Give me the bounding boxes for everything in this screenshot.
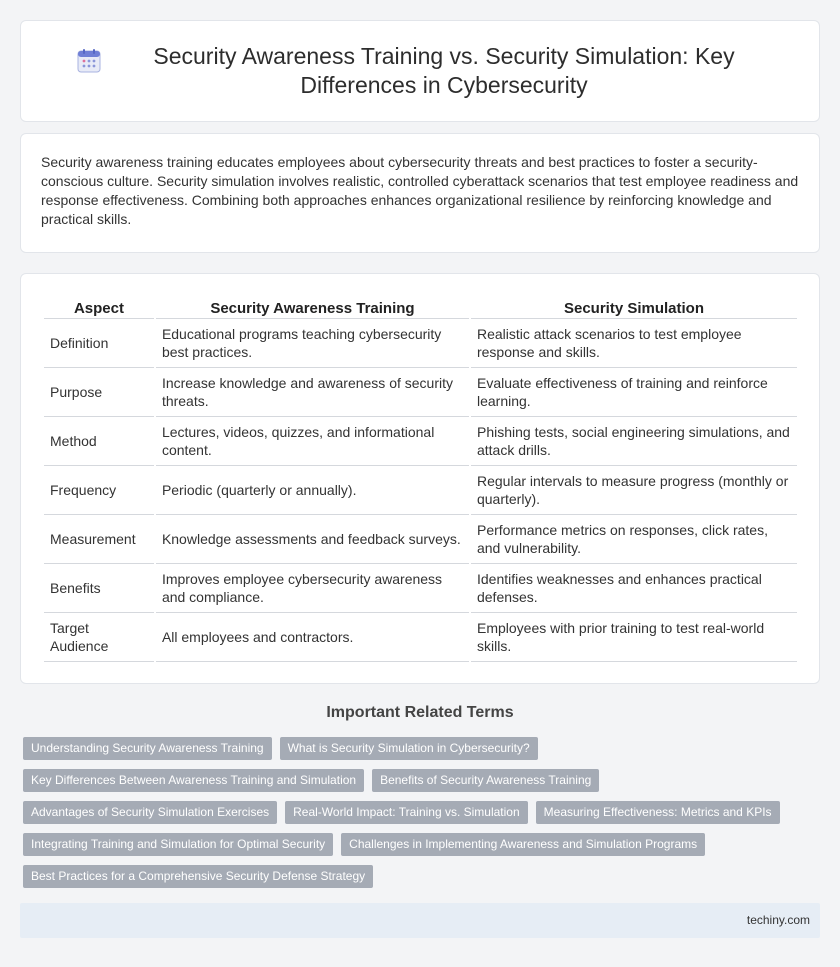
simulation-cell: Realistic attack scenarios to test employee response and skills. bbox=[471, 319, 797, 368]
table-header-row bbox=[44, 294, 797, 319]
comparison-card bbox=[20, 273, 820, 684]
related-terms-list bbox=[23, 737, 803, 888]
table-row bbox=[44, 319, 797, 368]
training-cell: Increase knowledge and awareness of security threats. bbox=[156, 368, 469, 417]
aspect-cell: Measurement bbox=[44, 515, 154, 564]
related-term-tag[interactable]: What is Security Simulation in Cybersecurity? bbox=[280, 737, 538, 760]
training-cell: Periodic (quarterly or annually). bbox=[156, 466, 469, 515]
header-card bbox=[20, 20, 820, 122]
column-header-training: Security Awareness Training bbox=[156, 294, 469, 319]
aspect-cell: Target Audience bbox=[44, 613, 154, 662]
footer bbox=[20, 903, 820, 938]
related-term-tag[interactable]: Integrating Training and Simulation for Optimal Security bbox=[23, 833, 333, 856]
intro-text: Security awareness training educates employees about cybersecurity threats and best practices to foster a security-conscious culture. Security simulation involves realistic, controlled cyberattack scenarios that test employee readiness and response effectiveness. Combining both approaches enhances organizational resilience by reinforcing knowledge and practical skills. bbox=[41, 154, 799, 227]
related-term-tag[interactable]: Challenges in Implementing Awareness and Simulation Programs bbox=[341, 833, 705, 856]
table-row bbox=[44, 564, 797, 613]
related-term-tag[interactable]: Key Differences Between Awareness Training and Simulation bbox=[23, 769, 364, 792]
aspect-cell: Method bbox=[44, 417, 154, 466]
related-terms-title: Important Related Terms bbox=[326, 704, 514, 721]
table-row bbox=[44, 613, 797, 662]
aspect-cell: Benefits bbox=[44, 564, 154, 613]
footer-site-link[interactable]: techiny.com bbox=[746, 913, 810, 927]
table-row bbox=[44, 466, 797, 515]
training-cell: Lectures, videos, quizzes, and informational content. bbox=[156, 417, 469, 466]
training-cell: All employees and contractors. bbox=[156, 613, 469, 662]
calendar-icon bbox=[76, 48, 102, 74]
related-term-tag[interactable]: Advantages of Security Simulation Exercises bbox=[23, 801, 277, 824]
simulation-cell: Performance metrics on responses, click rates, and vulnerability. bbox=[471, 515, 797, 564]
column-header-simulation: Security Simulation bbox=[471, 294, 797, 319]
simulation-cell: Evaluate effectiveness of training and reinforce learning. bbox=[471, 368, 797, 417]
training-cell: Knowledge assessments and feedback surveys. bbox=[156, 515, 469, 564]
simulation-cell: Identifies weaknesses and enhances practical defenses. bbox=[471, 564, 797, 613]
related-term-tag[interactable]: Best Practices for a Comprehensive Security Defense Strategy bbox=[23, 865, 373, 888]
column-header-aspect: Aspect bbox=[44, 294, 154, 319]
simulation-cell: Employees with prior training to test real-world skills. bbox=[471, 613, 797, 662]
table-row bbox=[44, 515, 797, 564]
aspect-cell: Frequency bbox=[44, 466, 154, 515]
related-term-tag[interactable]: Benefits of Security Awareness Training bbox=[372, 769, 599, 792]
related-term-tag[interactable]: Understanding Security Awareness Training bbox=[23, 737, 272, 760]
related-term-tag[interactable]: Real-World Impact: Training vs. Simulation bbox=[285, 801, 528, 824]
training-cell: Improves employee cybersecurity awareness and compliance. bbox=[156, 564, 469, 613]
page-title: Security Awareness Training vs. Security Simulation: Key Differences in Cybersecurity bbox=[153, 43, 735, 98]
table-row bbox=[44, 417, 797, 466]
intro-card bbox=[20, 133, 820, 253]
comparison-table bbox=[42, 294, 799, 662]
training-cell: Educational programs teaching cybersecurity best practices. bbox=[156, 319, 469, 368]
aspect-cell: Purpose bbox=[44, 368, 154, 417]
simulation-cell: Regular intervals to measure progress (monthly or quarterly). bbox=[471, 466, 797, 515]
related-term-tag[interactable]: Measuring Effectiveness: Metrics and KPIs bbox=[536, 801, 780, 824]
simulation-cell: Phishing tests, social engineering simulations, and attack drills. bbox=[471, 417, 797, 466]
table-row bbox=[44, 368, 797, 417]
aspect-cell: Definition bbox=[44, 319, 154, 368]
